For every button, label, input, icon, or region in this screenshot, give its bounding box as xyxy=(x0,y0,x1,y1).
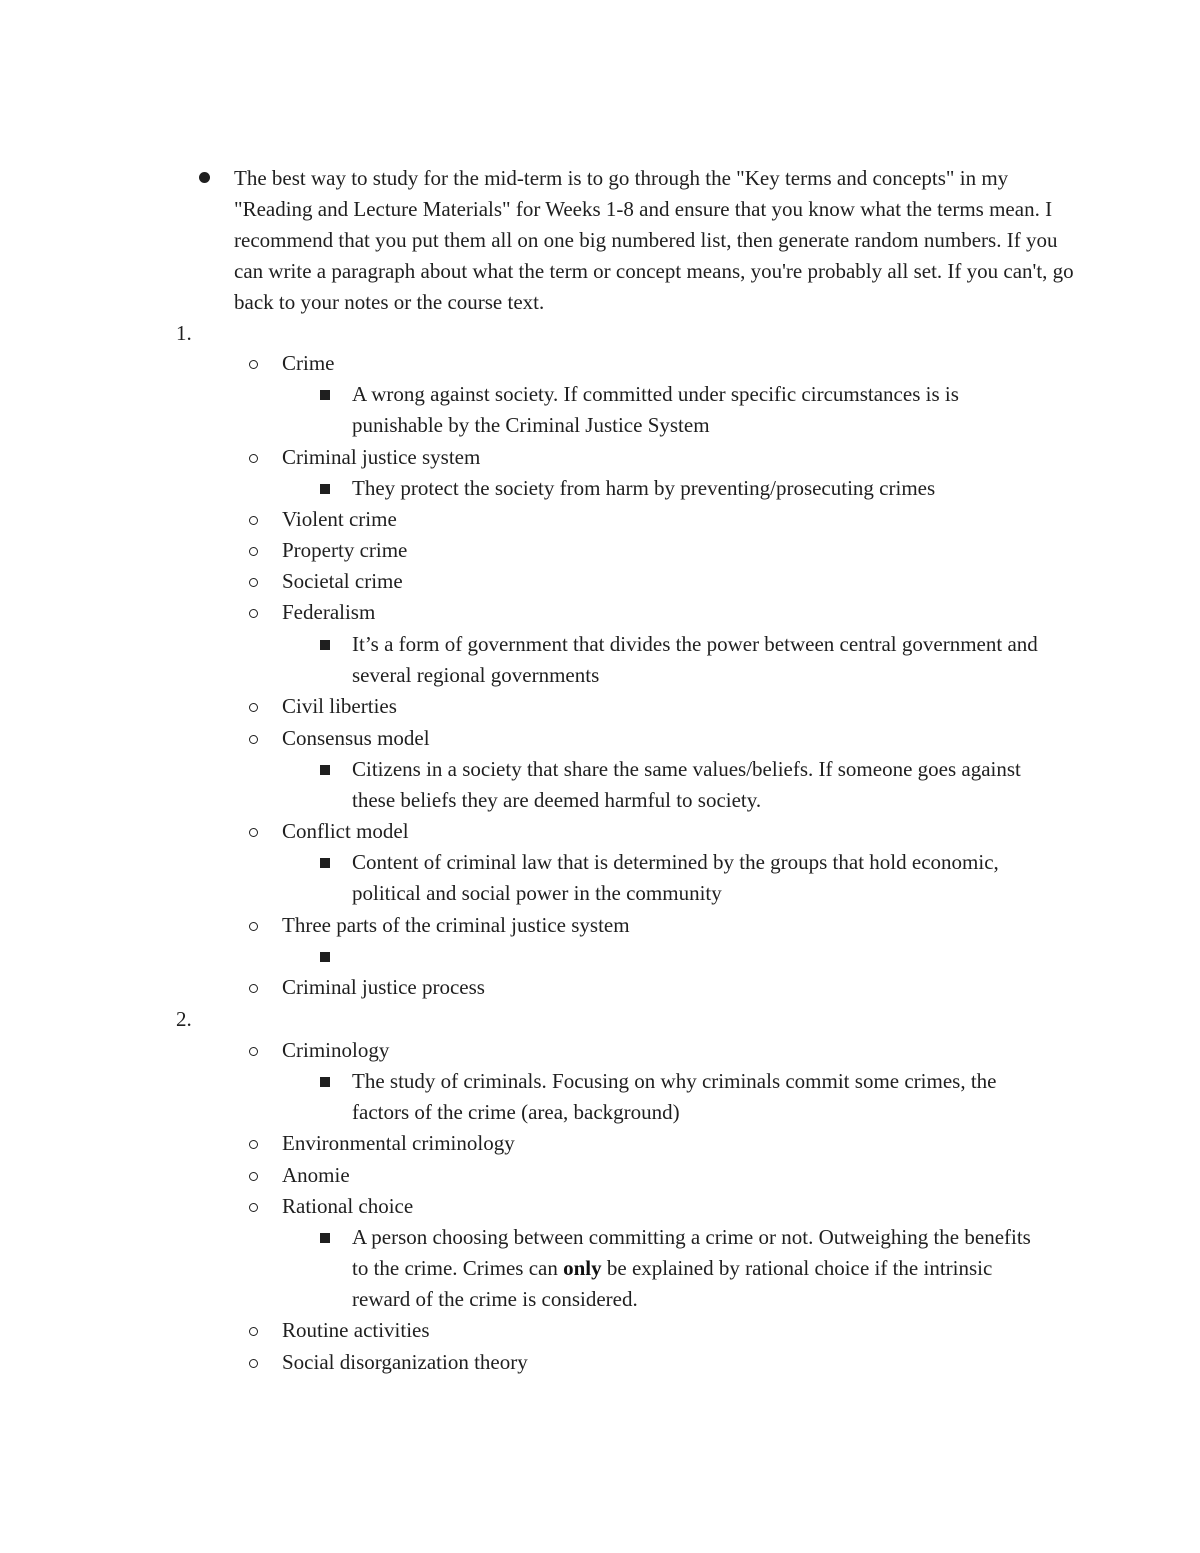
definition-item xyxy=(352,379,1052,441)
circle-bullet-icon xyxy=(249,1203,258,1212)
definition-item xyxy=(352,1222,1052,1315)
term-item xyxy=(282,1160,350,1191)
circle-bullet-icon xyxy=(249,703,258,712)
bullet-icon xyxy=(199,172,210,183)
term-label: Crime xyxy=(282,351,335,375)
circle-bullet-icon xyxy=(249,547,258,556)
square-bullet-icon xyxy=(320,858,330,868)
circle-bullet-icon xyxy=(249,1327,258,1336)
term-item xyxy=(282,348,335,379)
circle-bullet-icon xyxy=(249,735,258,744)
definition-item xyxy=(352,1066,1052,1128)
circle-bullet-icon xyxy=(249,360,258,369)
emphasis-text: only xyxy=(563,1256,602,1280)
term-item xyxy=(282,504,397,535)
term-label: Criminology xyxy=(282,1038,390,1062)
definition-item xyxy=(352,473,1052,504)
term-item xyxy=(282,1347,528,1378)
circle-bullet-icon xyxy=(249,516,258,525)
term-item xyxy=(282,972,485,1003)
term-item xyxy=(282,723,430,754)
term-item xyxy=(282,597,375,628)
circle-bullet-icon xyxy=(249,454,258,463)
definition-text: They protect the society from harm by preventing/prosecuting crimes xyxy=(352,476,936,500)
circle-bullet-icon xyxy=(249,984,258,993)
term-label: Federalism xyxy=(282,600,376,624)
term-label: Three parts of the criminal justice system xyxy=(282,913,630,937)
square-bullet-icon xyxy=(320,1233,330,1243)
square-bullet-icon xyxy=(320,1077,330,1087)
term-item xyxy=(282,1128,515,1159)
term-label: Rational choice xyxy=(282,1194,414,1218)
circle-bullet-icon xyxy=(249,1172,258,1181)
term-item xyxy=(282,691,397,722)
term-item xyxy=(282,442,480,473)
definition-item xyxy=(352,629,1052,691)
term-label: Consensus model xyxy=(282,726,430,750)
definition-text: It’s a form of government that divides the power between central government and several regional governments xyxy=(352,632,1038,687)
term-item xyxy=(282,1315,430,1346)
term-label: Violent crime xyxy=(282,507,397,531)
intro-paragraph: The best way to study for the mid-term is to go through the "Key terms and concepts" in my "Reading and Lecture Materials" for Weeks 1-8 and ensure that you know what the terms mean. I recommend that you put them all on one big numbered list, then generate random numbers. If you can write a paragraph about what the term or concept means, you're probably all set. If you can't, go back to your notes or the course text. xyxy=(234,166,1074,314)
circle-bullet-icon xyxy=(249,1140,258,1149)
section-number: 1. xyxy=(176,321,192,345)
definition-item xyxy=(352,754,1052,816)
term-label: Social disorganization theory xyxy=(282,1350,528,1374)
definition-item xyxy=(352,847,1052,909)
term-label: Property crime xyxy=(282,538,408,562)
term-label: Routine activities xyxy=(282,1318,430,1342)
square-bullet-icon xyxy=(320,952,330,962)
circle-bullet-icon xyxy=(249,1359,258,1368)
term-label: Conflict model xyxy=(282,819,409,843)
term-item xyxy=(282,566,403,597)
square-bullet-icon xyxy=(320,765,330,775)
square-bullet-icon xyxy=(320,640,330,650)
term-label: Civil liberties xyxy=(282,694,397,718)
term-item xyxy=(282,1035,389,1066)
term-item xyxy=(282,816,409,847)
circle-bullet-icon xyxy=(249,609,258,618)
term-label: Criminal justice process xyxy=(282,975,485,999)
circle-bullet-icon xyxy=(249,828,258,837)
definition-text: The study of criminals. Focusing on why criminals commit some crimes, the factors of the crime (area, background) xyxy=(352,1069,997,1124)
section-number: 2. xyxy=(176,1007,192,1031)
circle-bullet-icon xyxy=(249,578,258,587)
circle-bullet-icon xyxy=(249,922,258,931)
term-label: Societal crime xyxy=(282,569,403,593)
term-item xyxy=(282,535,407,566)
term-item xyxy=(282,1191,413,1222)
term-label: Environmental criminology xyxy=(282,1131,515,1155)
definition-text: Content of criminal law that is determined by the groups that hold economic, political and social power in the community xyxy=(352,850,999,905)
term-label: Anomie xyxy=(282,1163,350,1187)
definition-text: A wrong against society. If committed under specific circumstances is is punishable by the Criminal Justice System xyxy=(352,382,959,437)
term-item xyxy=(282,910,630,941)
definition-item xyxy=(352,941,1052,972)
circle-bullet-icon xyxy=(249,1047,258,1056)
definition-text: A person choosing between committing a crime or not. Outweighing the benefits to the crime. Crimes can only be explained by rational choice if the intrinsic reward of the crime is considered. xyxy=(352,1225,1031,1311)
square-bullet-icon xyxy=(320,390,330,400)
square-bullet-icon xyxy=(320,484,330,494)
term-label: Criminal justice system xyxy=(282,445,481,469)
definition-text: Citizens in a society that share the same values/beliefs. If someone goes against these beliefs they are deemed harmful to society. xyxy=(352,757,1021,812)
